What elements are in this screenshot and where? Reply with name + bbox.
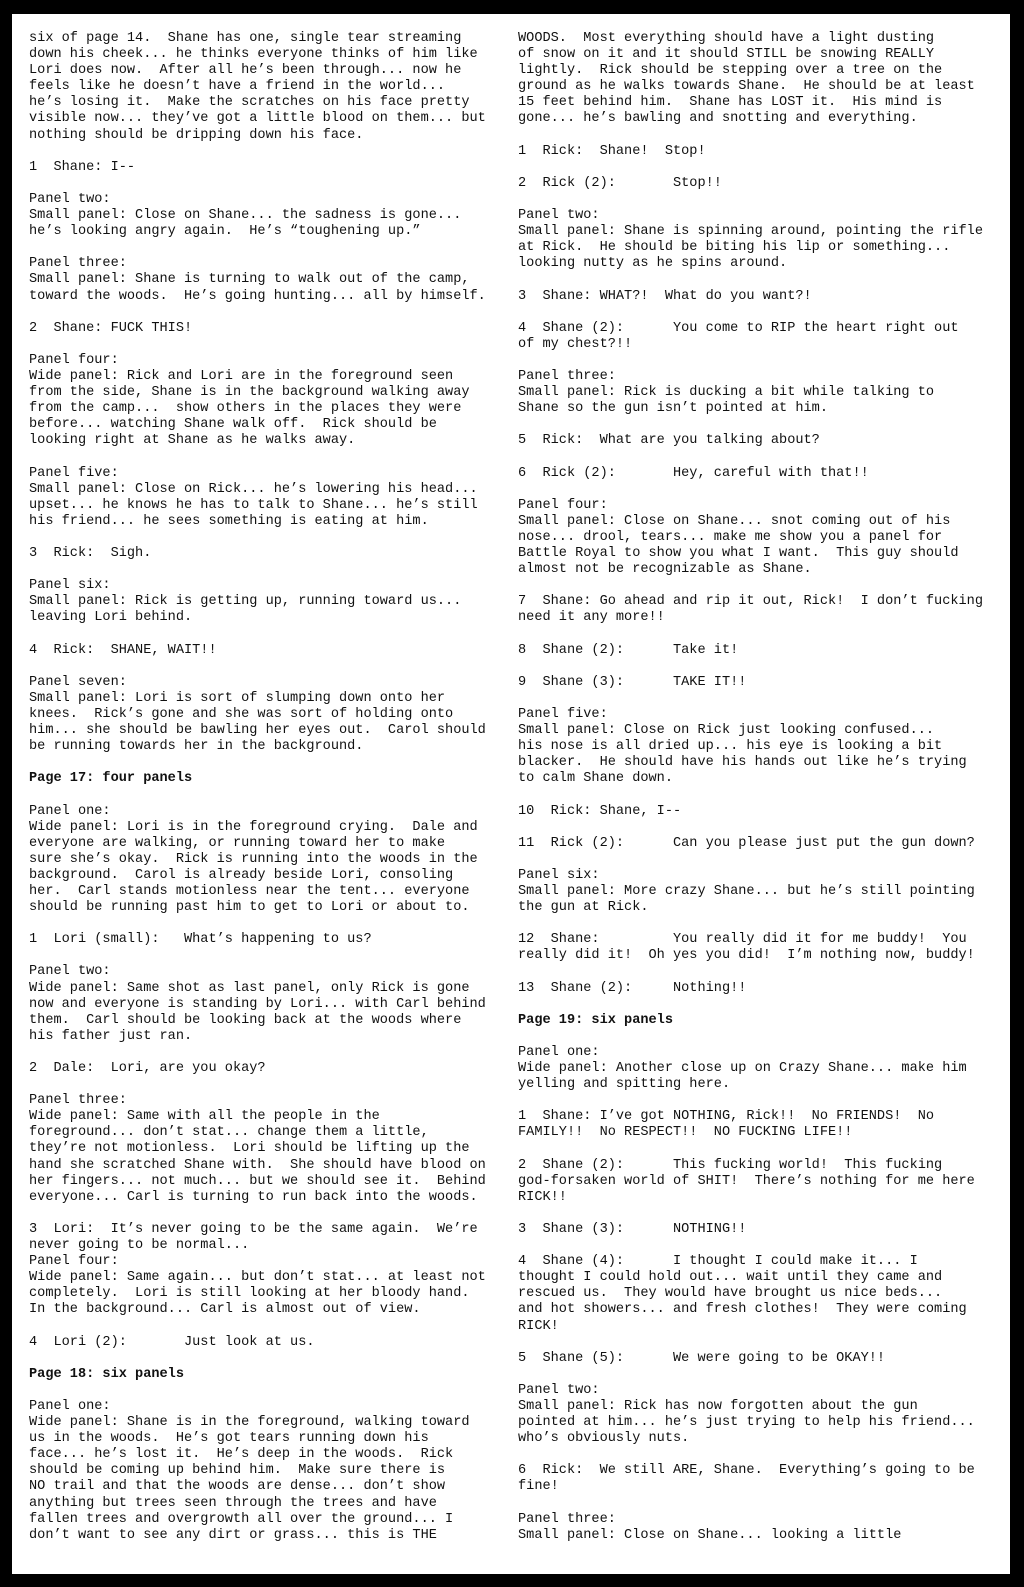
script-line: his nose is all dried up... his eye is looking a bit	[518, 739, 943, 755]
script-line: 10 Rick: Shane, I--	[518, 803, 682, 819]
script-line	[518, 852, 998, 868]
script-page	[12, 14, 1010, 1574]
script-line: Wide panel: Lori is in the foreground crying. Dale and	[29, 819, 478, 835]
script-line: 2 Shane: FUCK THIS!	[29, 320, 193, 336]
script-line: WOODS. Most everything should have a light dusting	[518, 31, 935, 46]
script-line: them. Carl should be looking back at the woods where	[29, 1012, 462, 1028]
script-line: Panel two:	[518, 1382, 600, 1398]
script-line	[29, 948, 507, 964]
script-line: 11 Rick (2): Can you please just put the gun down?	[518, 835, 975, 851]
script-line: Wide panel: Same shot as last panel, only Rick is gone	[29, 980, 470, 996]
script-line: feels like he doesn’t have a friend in the world...	[29, 79, 446, 95]
script-line: who’s obviously nuts.	[518, 1431, 690, 1447]
script-line: 8 Shane (2): Take it!	[518, 642, 739, 658]
page-heading: Page 17: four panels	[29, 771, 193, 787]
script-line: Panel three:	[518, 368, 616, 384]
script-line: don’t want to see any dirt or grass... this is THE	[29, 1527, 437, 1543]
script-line	[518, 1093, 998, 1109]
script-line	[29, 626, 507, 642]
script-line: 1 Rick: Shane! Stop!	[518, 143, 706, 159]
script-line: six of page 14. Shane has one, single tear streaming	[29, 31, 462, 46]
script-line: and hot showers... and fresh clothes! They were coming	[518, 1302, 967, 1318]
script-line	[518, 1029, 998, 1045]
script-line	[29, 337, 507, 353]
script-line: anything but trees seen through the trees and have	[29, 1495, 437, 1511]
left-column	[29, 31, 507, 1544]
script-line: 6 Rick (2): Hey, careful with that!!	[518, 465, 869, 481]
script-line: him... she should be bawling her eyes out. Carol should	[29, 723, 486, 739]
script-line: fallen trees and overgrowth all over the ground... I	[29, 1511, 454, 1527]
script-line: from the side, Shane is in the background walking away	[29, 385, 470, 401]
script-line: Wide panel: Same with all the people in the	[29, 1109, 380, 1125]
script-line: be running towards her in the background.	[29, 739, 364, 755]
script-line: Small panel: More crazy Shane... but he’s still pointing	[518, 883, 975, 899]
script-line	[29, 305, 507, 321]
script-line: her. Carl stands motionless near the tent... everyone	[29, 883, 470, 899]
script-line: 7 Shane: Go ahead and rip it out, Rick! I don’t fucking	[518, 594, 983, 610]
script-line	[518, 691, 998, 707]
script-line	[29, 562, 507, 578]
script-line: 3 Shane (3): NOTHING!!	[518, 1221, 747, 1237]
script-line: really did it! Oh yes you did! I’m nothing now, buddy!	[518, 948, 975, 964]
script-line	[518, 449, 998, 465]
script-line: 12 Shane: You really did it for me buddy! You	[518, 932, 967, 948]
script-line: 2 Shane (2): This fucking world! This fucking	[518, 1157, 943, 1173]
script-line: Panel one:	[29, 1398, 111, 1414]
script-line: NO trail and that the woods are dense... don’t show	[29, 1479, 446, 1495]
script-line: Panel two:	[518, 208, 600, 224]
script-line: lightly. Rick should be stepping over a tree on the	[518, 63, 943, 79]
script-line: Panel six:	[29, 578, 111, 594]
script-line: they’re not motionless. Lori should be lifting up the	[29, 1141, 470, 1157]
script-line: 1 Shane: I--	[29, 159, 136, 175]
script-line	[518, 916, 998, 932]
page-heading: Page 18: six panels	[29, 1366, 184, 1382]
script-line: should be coming up behind him. Make sure there is	[29, 1463, 446, 1479]
script-line: nose... drool, tears... make me show you a panel for	[518, 529, 943, 545]
script-line: Wide panel: Shane is in the foreground, walking toward	[29, 1415, 470, 1431]
script-line: Panel four:	[29, 352, 119, 368]
script-line: now and everyone is standing by Lori... with Carl behind	[29, 996, 486, 1012]
script-line: FAMILY!! No RESPECT!! NO FUCKING LIFE!!	[518, 1125, 853, 1141]
script-line: god-forsaken world of SHIT! There’s nothing for me here	[518, 1173, 975, 1189]
script-line: Small panel: Close on Shane... the sadness is gone...	[29, 208, 462, 224]
script-line	[518, 417, 998, 433]
script-line	[29, 1045, 507, 1061]
script-line: Wide panel: Rick and Lori are in the foreground seen	[29, 368, 454, 384]
script-line: toward the woods. He’s going hunting... all by himself.	[29, 288, 486, 304]
script-line: 3 Rick: Sigh.	[29, 546, 152, 561]
script-line: Small panel: Close on Rick... he’s lowering his head...	[29, 481, 478, 497]
script-line	[518, 787, 998, 803]
script-line: Panel five:	[518, 706, 608, 722]
script-line: Shane so the gun isn’t pointed at him.	[518, 401, 828, 417]
script-line	[518, 820, 998, 836]
script-line: never going to be normal...	[29, 1238, 250, 1254]
script-line: Small panel: Rick is getting up, running toward us...	[29, 594, 462, 610]
script-line: background. Carol is already beside Lori, consoling	[29, 867, 454, 883]
script-line: Small panel: Rick has now forgotten about the gun	[518, 1398, 918, 1414]
script-line: looking nutty as he spins around.	[518, 256, 788, 272]
script-line: Panel four:	[29, 1254, 119, 1270]
script-line	[29, 1351, 507, 1367]
script-line: 4 Shane (2): You come to RIP the heart right out	[518, 320, 959, 336]
script-line: sure she’s okay. Rick is running into the woods in the	[29, 851, 478, 867]
script-line: visible now... they’ve got a little blood on them... but	[29, 111, 486, 127]
script-line: Small panel: Shane is turning to walk out of the camp,	[29, 272, 470, 288]
script-line: the gun at Rick.	[518, 900, 649, 916]
script-line: should be running past him to get to Lori or about to.	[29, 900, 470, 916]
script-line: Panel four:	[518, 497, 608, 513]
script-line: upset... he knows he has to talk to Shane... he’s still	[29, 497, 478, 513]
script-line: 1 Shane: I’ve got NOTHING, Rick!! No FRIENDS! No	[518, 1109, 935, 1125]
script-line	[518, 353, 998, 369]
script-line: everyone are walking, or running toward her to make	[29, 835, 446, 851]
script-line: his friend... he sees something is eating at him.	[29, 513, 429, 529]
script-line: Small panel: Close on Shane... looking a little	[518, 1527, 902, 1543]
script-line: need it any more!!	[518, 610, 665, 626]
script-line	[29, 449, 507, 465]
script-line: 2 Rick (2): Stop!!	[518, 175, 722, 191]
script-line: Panel two:	[29, 964, 111, 980]
script-line: Battle Royal to show you what I want. This guy should	[518, 546, 959, 561]
script-line: Panel seven:	[29, 674, 127, 690]
script-line: ground as he walks towards Shane. He should be at least	[518, 79, 975, 95]
script-line: looking right at Shane as he walks away.	[29, 433, 356, 449]
script-line	[518, 1367, 998, 1383]
script-line: 1 Lori (small): What’s happening to us?	[29, 932, 372, 948]
script-line: yelling and spitting here.	[518, 1077, 731, 1093]
script-line: 4 Lori (2): Just look at us.	[29, 1334, 315, 1350]
script-line: Panel five:	[29, 465, 119, 481]
script-line	[518, 272, 998, 288]
script-line	[29, 755, 507, 771]
script-line: Panel three:	[518, 1511, 616, 1527]
script-line: Panel one:	[518, 1044, 600, 1060]
script-line: Panel six:	[518, 867, 600, 883]
script-line: 13 Shane (2): Nothing!!	[518, 980, 747, 996]
script-line: he’s losing it. Make the scratches on his face pretty	[29, 95, 470, 111]
script-line	[29, 1077, 507, 1093]
script-line: Panel two:	[29, 191, 111, 207]
script-line: from the camp... show others in the places they were	[29, 401, 462, 417]
script-line	[518, 1447, 998, 1463]
script-line: blacker. He should have his hands out like he’s trying	[518, 755, 967, 771]
script-line: completely. Lori is still looking at her bloody hand.	[29, 1286, 470, 1302]
script-line	[518, 1206, 998, 1222]
script-line: at Rick. He should be biting his lip or something...	[518, 240, 951, 256]
script-line	[518, 128, 998, 144]
script-line	[518, 482, 998, 498]
script-line	[518, 160, 998, 176]
script-line: In the background... Carl is almost out of view.	[29, 1302, 421, 1318]
script-line: Small panel: Rick is ducking a bit while talking to	[518, 385, 935, 401]
script-line: his father just ran.	[29, 1028, 193, 1044]
script-line: RICK!!	[518, 1189, 567, 1205]
script-line: 15 feet behind him. Shane has LOST it. His mind is	[518, 95, 943, 111]
script-line: 3 Shane: WHAT?! What do you want?!	[518, 288, 812, 304]
script-line: Small panel: Close on Rick just looking confused...	[518, 723, 935, 739]
script-line	[518, 578, 998, 594]
script-line: Panel three:	[29, 256, 127, 272]
script-line	[518, 1335, 998, 1351]
script-line: hand she scratched Shane with. She should have blood on	[29, 1157, 486, 1173]
script-line: Small panel: Shane is spinning around, pointing the rifle	[518, 224, 983, 240]
script-line: rescued us. They would have brought us nice beds...	[518, 1286, 943, 1302]
script-line	[518, 964, 998, 980]
script-line	[29, 530, 507, 546]
script-line: RICK!	[518, 1318, 559, 1334]
script-line: nothing should be dripping down his face.	[29, 127, 364, 143]
script-line	[29, 176, 507, 192]
script-line	[518, 1496, 998, 1512]
script-line	[518, 1141, 998, 1157]
script-line	[518, 626, 998, 642]
script-line: Panel three:	[29, 1093, 127, 1109]
script-line	[29, 1319, 507, 1335]
script-line	[29, 144, 507, 160]
script-line: 9 Shane (3): TAKE IT!!	[518, 674, 747, 690]
script-line: everyone... Carl is turning to run back into the woods.	[29, 1189, 478, 1205]
script-line: Wide panel: Same again... but don’t stat... at least not	[29, 1270, 486, 1286]
script-line: 4 Shane (4): I thought I could make it... I	[518, 1254, 918, 1270]
script-line: foreground... don’t stat... change them a little,	[29, 1125, 429, 1141]
script-line: her fingers... not much... but we should see it. Behind	[29, 1173, 486, 1189]
script-line: to calm Shane down.	[518, 771, 673, 787]
script-line: 5 Shane (5): We were going to be OKAY!!	[518, 1350, 886, 1366]
script-line: 3 Lori: It’s never going to be the same again. We’re	[29, 1221, 478, 1237]
script-line: gone... he’s bawling and snotting and everything.	[518, 111, 918, 127]
script-line	[29, 1383, 507, 1399]
script-line: down his cheek... he thinks everyone thinks of him like	[29, 47, 478, 63]
script-line: almost not be recognizable as Shane.	[518, 562, 812, 578]
script-line: of my chest?!!	[518, 336, 633, 352]
script-line	[518, 997, 998, 1013]
script-line	[29, 1206, 507, 1222]
script-line: 6 Rick: We still ARE, Shane. Everything’s going to be	[518, 1463, 975, 1479]
script-line	[518, 659, 998, 675]
script-line: leaving Lori behind.	[29, 610, 193, 626]
script-line: Wide panel: Another close up on Crazy Shane... make him	[518, 1061, 967, 1076]
script-line	[518, 305, 998, 321]
script-line: 5 Rick: What are you talking about?	[518, 433, 820, 449]
script-line: Small panel: Lori is sort of slumping down onto her	[29, 690, 446, 706]
script-line: pointed at him... he’s just trying to help his friend...	[518, 1415, 975, 1431]
script-line: us in the woods. He’s got tears running down his	[29, 1431, 429, 1447]
page-heading: Page 19: six panels	[518, 1012, 673, 1028]
script-line: fine!	[518, 1479, 559, 1495]
script-line: Panel one:	[29, 803, 111, 819]
script-line	[29, 659, 507, 675]
script-line	[29, 787, 507, 803]
script-line: before... watching Shane walk off. Rick should be	[29, 417, 437, 433]
script-line: knees. Rick’s gone and she was sort of holding onto	[29, 706, 454, 722]
script-line: 2 Dale: Lori, are you okay?	[29, 1061, 266, 1076]
script-line	[518, 1238, 998, 1254]
script-line	[518, 192, 998, 208]
script-line: Small panel: Close on Shane... snot coming out of his	[518, 513, 951, 529]
script-line: he’s looking angry again. He’s “toughening up.”	[29, 224, 421, 240]
script-line: Lori does now. After all he’s been through... now he	[29, 63, 462, 79]
right-column	[518, 31, 998, 1544]
script-line: face... he’s lost it. He’s deep in the woods. Rick	[29, 1447, 454, 1463]
script-line: of snow on it and it should STILL be snowing REALLY	[518, 47, 935, 63]
script-line: 4 Rick: SHANE, WAIT!!	[29, 642, 217, 658]
script-line: thought I could hold out... wait until they came and	[518, 1270, 943, 1286]
script-line	[29, 240, 507, 256]
script-line	[29, 916, 507, 932]
